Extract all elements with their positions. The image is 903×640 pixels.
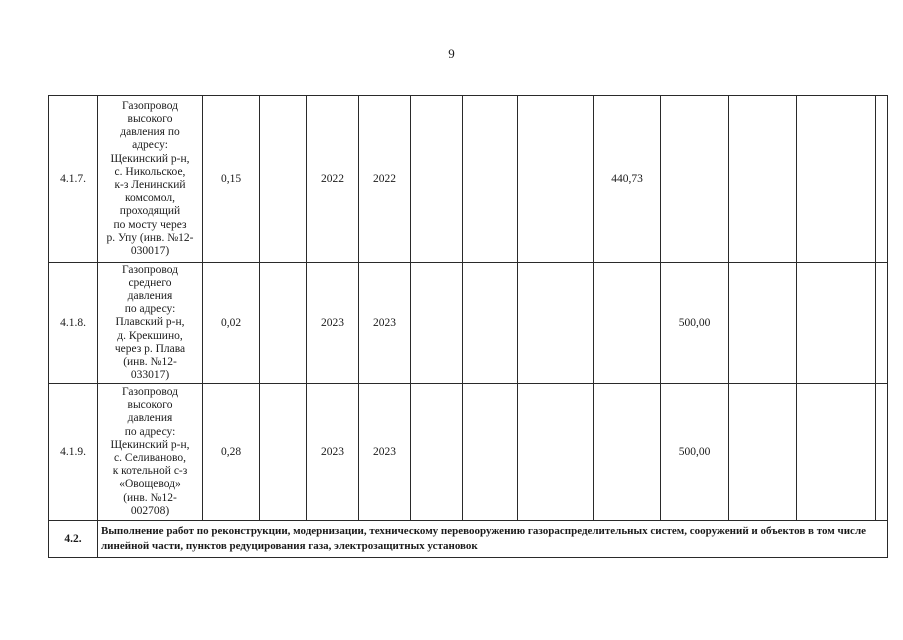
empty-cell (463, 384, 518, 521)
object-description (98, 96, 203, 263)
table-row (49, 263, 888, 384)
year-end: 2023 (359, 263, 411, 384)
object-description (98, 384, 203, 521)
year-end: 2022 (359, 96, 411, 263)
description-line: через р. Плава (114, 342, 186, 355)
amount-2023 (661, 96, 729, 263)
description-line: 030017) (130, 245, 170, 258)
description-line: с. Селиваново, (114, 452, 186, 464)
description-line: Газопровод (122, 385, 178, 398)
description-line: Газопровод (122, 99, 178, 112)
empty-cell (797, 263, 876, 384)
description-line: Плавский р-н, (115, 316, 185, 329)
description-line: давления (127, 289, 173, 302)
description-line: (инв. №12- (123, 491, 177, 504)
empty-cell (797, 384, 876, 521)
description-line: адресу: (132, 139, 168, 152)
length-km: 0,28 (203, 384, 260, 521)
empty-cell (260, 384, 307, 521)
empty-cell (729, 384, 797, 521)
amount-2023: 500,00 (661, 384, 729, 521)
page-number: 9 (448, 46, 455, 61)
year-start: 2022 (307, 96, 359, 263)
year-start: 2023 (307, 384, 359, 521)
description-line: к котельной с-з (112, 465, 188, 478)
empty-cell (729, 96, 797, 263)
description-line: Газопровод (122, 263, 178, 276)
empty-cell (876, 96, 888, 263)
table-row (49, 384, 888, 521)
empty-cell (518, 263, 594, 384)
empty-cell (518, 96, 594, 263)
row-number: 4.1.9. (49, 384, 98, 521)
empty-cell (797, 96, 876, 263)
year-end: 2023 (359, 384, 411, 521)
description-line: среднего (128, 276, 172, 289)
description-line: давления по (120, 126, 180, 139)
section-number: 4.2. (49, 521, 98, 558)
empty-cell (876, 384, 888, 521)
row-number: 4.1.7. (49, 96, 98, 263)
description-line: «Овощевод» (119, 478, 181, 491)
empty-cell (411, 384, 463, 521)
description-line: р. Упу (инв. №12- (106, 231, 194, 244)
empty-cell (729, 263, 797, 384)
description-line: (инв. №12- (123, 356, 177, 368)
description-line: 002708) (130, 504, 170, 517)
investment-table (48, 95, 888, 558)
empty-cell (463, 96, 518, 263)
description-line: с. Никольское, (114, 165, 186, 178)
year-start: 2023 (307, 263, 359, 384)
amount-2023: 500,00 (661, 263, 729, 384)
empty-cell (411, 263, 463, 384)
description-line: д. Крекшино, (117, 329, 183, 342)
description-line: Щекинский р-н, (110, 438, 190, 451)
empty-cell (463, 263, 518, 384)
description-line: высокого (127, 399, 173, 412)
description-line: давления (127, 412, 173, 425)
description-line: 033017) (130, 369, 170, 382)
empty-cell (260, 96, 307, 263)
object-description (98, 263, 203, 384)
table-row (49, 96, 888, 263)
description-line: Щекинский р-н, (110, 152, 190, 165)
empty-cell (411, 96, 463, 263)
description-line: по адресу: (124, 425, 176, 438)
amount-2022 (594, 384, 661, 521)
amount-2022: 440,73 (594, 96, 661, 263)
description-line: комсомол, (125, 192, 175, 205)
section-row (49, 521, 888, 558)
row-number: 4.1.8. (49, 263, 98, 384)
description-line: по мосту через (113, 218, 187, 231)
description-line: по адресу: (124, 303, 176, 316)
section-title: Выполнение работ по реконструкции, модернизации, техническому перевооружению газораспределительных систем, сооружений и объектов в том числе линейной части, пунктов редуцирования газа, электрозащитных установок (98, 521, 888, 558)
description-line: проходящий (119, 205, 181, 218)
length-km: 0,02 (203, 263, 260, 384)
amount-2022 (594, 263, 661, 384)
description-line: высокого (127, 112, 173, 125)
empty-cell (260, 263, 307, 384)
length-km: 0,15 (203, 96, 260, 263)
description-line: к-з Ленинский (114, 179, 186, 191)
empty-cell (876, 263, 888, 384)
empty-cell (518, 384, 594, 521)
